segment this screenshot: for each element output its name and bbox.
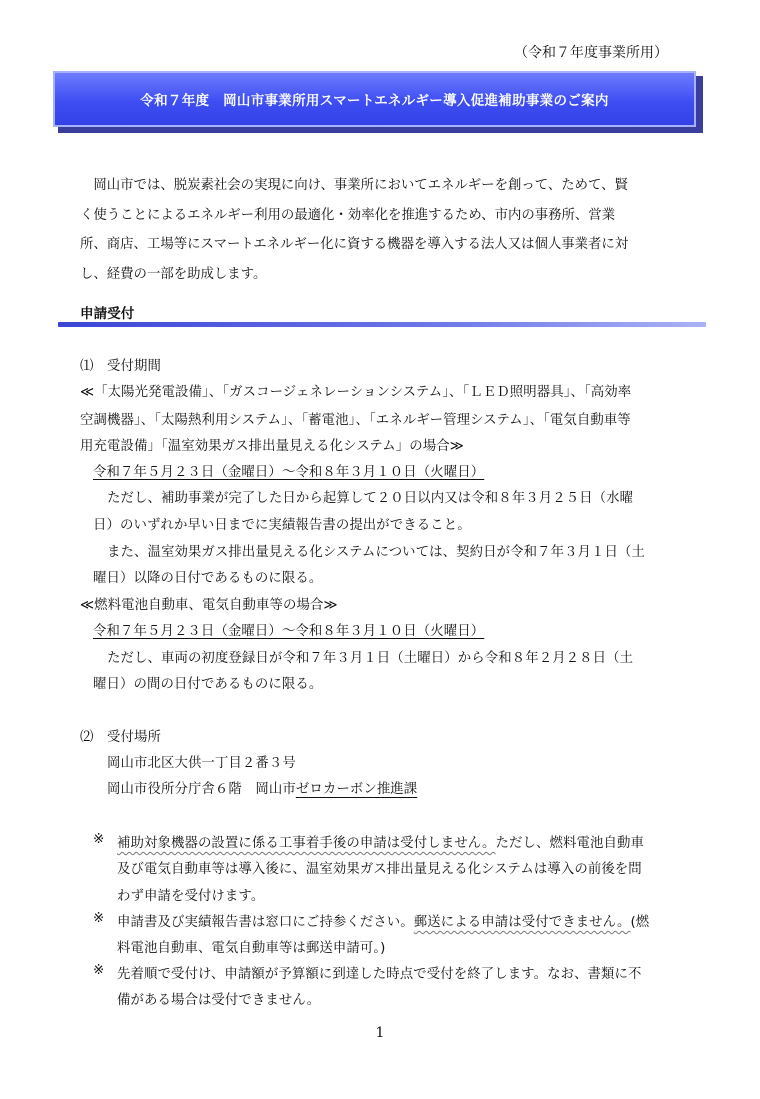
section-title: 申請受付	[80, 306, 135, 322]
period-group1-line: 用充電設備」「温室効果ガス排出量見える化システム」の場合≫	[80, 439, 464, 454]
period-group1-dates: 令和７年５月２３日（金曜日）～令和８年３月１０日（火曜日）	[93, 465, 485, 480]
place-office-prefix: 岡山市役所分庁舎６階 岡山市	[107, 782, 296, 797]
place-heading: ⑵ 受付場所	[80, 730, 161, 745]
period-group1-note-line: 曜日）以降の日付であるものに限る。	[93, 571, 323, 586]
note-1-underlined: 補助対象機器の設置に係る工事着手後の申請は受付しません。	[117, 836, 496, 851]
period-group1-note-line: ただし、補助事業が完了した日から起算して２０日以内又は令和８年３月２５日（水曜	[107, 491, 634, 506]
period-group2-dates: 令和７年５月２３日（金曜日）～令和８年３月１０日（火曜日）	[93, 624, 485, 639]
note-mark: ※	[93, 832, 105, 847]
section-divider	[58, 322, 706, 327]
place-address: 岡山市北区大供一丁目２番３号	[107, 756, 296, 771]
note-1-rest: ただし、燃料電池自動車	[495, 836, 644, 851]
note-2-rest: (燃	[630, 915, 650, 930]
banner-box	[53, 71, 696, 127]
note-2-plain: 申請書及び実績報告書は窓口にご持参ください。	[117, 915, 414, 930]
note-3-line: 先着順で受付け、申請額が予算額に到達した時点で受付を終了します。なお、書類に不	[117, 967, 642, 982]
intro-line: 岡山市では、脱炭素社会の実現に向け、事業所においてエネルギーを創って、ためて、賢	[80, 178, 628, 193]
title-banner	[53, 71, 705, 135]
note-2-line	[117, 911, 649, 930]
intro-line: く使うことによるエネルギー利用の最適化・効率化を推進するため、市内の事務所、営業	[80, 207, 616, 223]
note-1-line: わず申請を受付けます。	[117, 889, 265, 904]
note-3-line: 備がある場合は受付できません。	[117, 993, 321, 1008]
note-1-line: 及び電気自動車等は導入後に、温室効果ガス排出量見える化システムは導入の前後を問	[117, 862, 642, 877]
intro-paragraph	[80, 171, 690, 289]
period-group2-heading: ≪燃料電池自動車、電気自動車等の場合≫	[80, 598, 338, 613]
note-1-line	[117, 832, 644, 851]
intro-line: し、経費の一部を助成します。	[80, 266, 267, 282]
period-group2-note-line: ただし、車両の初度登録日が令和７年３月１日（土曜日）から令和８年２月２８日（土	[107, 651, 634, 666]
period-group1-note-line: また、温室効果ガス排出量見える化システムについては、契約日が令和７年３月１日（土	[107, 545, 646, 560]
period-group2-note-line: 曜日）の間の日付であるものに限る。	[93, 677, 323, 692]
place-office-department: ゼロカーボン推進課	[295, 782, 418, 797]
note-mark: ※	[93, 911, 105, 926]
note-mark: ※	[93, 963, 105, 978]
page-number: 1	[375, 1025, 385, 1041]
intro-line: 所、商店、工場等にスマートエネルギー化に資する機器を導入する法人又は個人事業者に対	[80, 237, 629, 252]
note-2-underlined: 郵送による申請は受付できません。	[413, 915, 631, 930]
place-office	[107, 778, 417, 797]
note-2-line: 料電池自動車、電気自動車等は郵送申請可。)	[117, 941, 386, 956]
period-group1-line: ≪「太陽光発電設備」、「ガスコージェネレーションシステム」、「ＬＥＤ照明器具」、「高効率	[80, 385, 632, 400]
period-group1-note-line: 日）のいずれか早い日までに実績報告書の提出ができること。	[93, 518, 471, 533]
period-group1-line: 空調機器」、「太陽熱利用システム」、「蓄電池」、「エネルギー管理システム」、「電気自動車等	[80, 413, 631, 428]
document-category-tag: （令和７年度事業所用）	[514, 45, 668, 61]
banner-title: 令和７年度 岡山市事業所用スマートエネルギー導入促進補助事業のご案内	[140, 93, 609, 109]
period-heading: ⑴ 受付期間	[80, 359, 161, 374]
